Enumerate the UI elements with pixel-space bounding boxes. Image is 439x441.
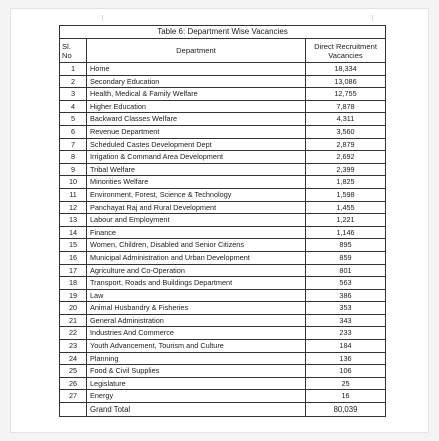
row-department: Animal Husbandry & Fisheries	[87, 302, 306, 315]
row-vacancies: 4,311	[306, 113, 386, 126]
row-vacancies: 25	[306, 377, 386, 390]
row-department: Law	[87, 289, 306, 302]
row-department: Higher Education	[87, 100, 306, 113]
table-row	[60, 138, 386, 151]
header-sl-line1: Sl.	[62, 41, 71, 51]
row-sl-no: 3	[60, 88, 87, 101]
header-department: Department	[87, 39, 306, 63]
table-caption-row	[60, 26, 386, 39]
grand-total-label: Grand Total	[87, 403, 306, 417]
row-sl-no: 11	[60, 188, 87, 201]
row-vacancies: 1,221	[306, 214, 386, 227]
table-row	[60, 277, 386, 290]
page-mark-right	[372, 15, 373, 21]
row-sl-no: 2	[60, 75, 87, 88]
row-department: Minorities Welfare	[87, 176, 306, 189]
row-department: Panchayat Raj and Rural Development	[87, 201, 306, 214]
row-sl-no: 5	[60, 113, 87, 126]
row-vacancies: 184	[306, 340, 386, 353]
table-row	[60, 390, 386, 403]
row-sl-no: 8	[60, 151, 87, 164]
row-vacancies: 801	[306, 264, 386, 277]
row-vacancies: 2,692	[306, 151, 386, 164]
table-row	[60, 352, 386, 365]
row-department: Finance	[87, 226, 306, 239]
header-sl-line2: No	[62, 50, 72, 60]
row-department: Legislature	[87, 377, 306, 390]
table-row	[60, 251, 386, 264]
row-sl-no: 22	[60, 327, 87, 340]
row-sl-no: 10	[60, 176, 87, 189]
table-row	[60, 151, 386, 164]
row-sl-no: 9	[60, 163, 87, 176]
page-mark-left	[102, 15, 103, 21]
row-department: Environment, Forest, Science & Technology	[87, 188, 306, 201]
table-row	[60, 188, 386, 201]
row-vacancies: 353	[306, 302, 386, 315]
row-department: Transport, Roads and Buildings Department	[87, 277, 306, 290]
row-vacancies: 859	[306, 251, 386, 264]
row-department: Labour and Employment	[87, 214, 306, 227]
row-vacancies: 1,146	[306, 226, 386, 239]
row-sl-no: 20	[60, 302, 87, 315]
row-department: Food & Civil Supplies	[87, 365, 306, 378]
row-department: Health, Medical & Family Welfare	[87, 88, 306, 101]
table-row	[60, 365, 386, 378]
row-department: Revenue Department	[87, 125, 306, 138]
table-row	[60, 125, 386, 138]
table-row	[60, 214, 386, 227]
row-vacancies: 1,598	[306, 188, 386, 201]
row-vacancies: 1,455	[306, 201, 386, 214]
row-sl-no: 25	[60, 365, 87, 378]
table-row	[60, 327, 386, 340]
table-row	[60, 63, 386, 76]
row-sl-no: 24	[60, 352, 87, 365]
table-row	[60, 302, 386, 315]
row-sl-no: 23	[60, 340, 87, 353]
row-sl-no: 7	[60, 138, 87, 151]
row-department: Tribal Welfare	[87, 163, 306, 176]
grand-total-value: 80,039	[306, 403, 386, 417]
row-vacancies: 18,334	[306, 63, 386, 76]
table-row	[60, 314, 386, 327]
header-sl-no	[60, 39, 87, 63]
row-sl-no: 13	[60, 214, 87, 227]
row-vacancies: 7,878	[306, 100, 386, 113]
row-sl-no: 27	[60, 390, 87, 403]
document-card	[10, 8, 429, 433]
table-row	[60, 113, 386, 126]
grand-total-sl	[60, 403, 87, 417]
table-row	[60, 264, 386, 277]
row-department: Planning	[87, 352, 306, 365]
row-department: Irrigation & Command Area Development	[87, 151, 306, 164]
table-row	[60, 239, 386, 252]
table-row	[60, 201, 386, 214]
row-department: Scheduled Castes Development Dept	[87, 138, 306, 151]
header-vacancies: Direct Recruitment Vacancies	[306, 39, 386, 63]
row-department: Backward Classes Welfare	[87, 113, 306, 126]
row-sl-no: 26	[60, 377, 87, 390]
table-row	[60, 176, 386, 189]
row-sl-no: 17	[60, 264, 87, 277]
table-row	[60, 88, 386, 101]
row-sl-no: 18	[60, 277, 87, 290]
row-sl-no: 4	[60, 100, 87, 113]
row-vacancies: 895	[306, 239, 386, 252]
row-vacancies: 2,879	[306, 138, 386, 151]
row-vacancies: 2,399	[306, 163, 386, 176]
row-sl-no: 14	[60, 226, 87, 239]
row-department: Municipal Administration and Urban Development	[87, 251, 306, 264]
row-department: Women, Children, Disabled and Senior Citizens	[87, 239, 306, 252]
table-caption: Table 6: Department Wise Vacancies	[60, 26, 386, 39]
row-department: General Administration	[87, 314, 306, 327]
row-vacancies: 386	[306, 289, 386, 302]
row-department: Agriculture and Co-Operation	[87, 264, 306, 277]
row-vacancies: 12,755	[306, 88, 386, 101]
table-row	[60, 75, 386, 88]
row-sl-no: 16	[60, 251, 87, 264]
row-sl-no: 1	[60, 63, 87, 76]
table-row	[60, 163, 386, 176]
row-sl-no: 21	[60, 314, 87, 327]
row-vacancies: 233	[306, 327, 386, 340]
table-body	[60, 63, 386, 403]
row-vacancies: 1,825	[306, 176, 386, 189]
row-department: Youth Advancement, Tourism and Culture	[87, 340, 306, 353]
row-department: Industries And Commerce	[87, 327, 306, 340]
row-sl-no: 12	[60, 201, 87, 214]
row-vacancies: 343	[306, 314, 386, 327]
row-vacancies: 3,560	[306, 125, 386, 138]
table-header-row	[60, 39, 386, 63]
table-row	[60, 226, 386, 239]
row-sl-no: 6	[60, 125, 87, 138]
row-vacancies: 16	[306, 390, 386, 403]
row-department: Secondary Education	[87, 75, 306, 88]
row-vacancies: 563	[306, 277, 386, 290]
table-row	[60, 340, 386, 353]
vacancies-table	[59, 25, 386, 417]
row-department: Home	[87, 63, 306, 76]
table-row	[60, 289, 386, 302]
row-vacancies: 13,086	[306, 75, 386, 88]
row-vacancies: 136	[306, 352, 386, 365]
row-vacancies: 106	[306, 365, 386, 378]
table-row	[60, 100, 386, 113]
row-sl-no: 15	[60, 239, 87, 252]
row-department: Energy	[87, 390, 306, 403]
row-sl-no: 19	[60, 289, 87, 302]
grand-total-row	[60, 403, 386, 417]
table-row	[60, 377, 386, 390]
